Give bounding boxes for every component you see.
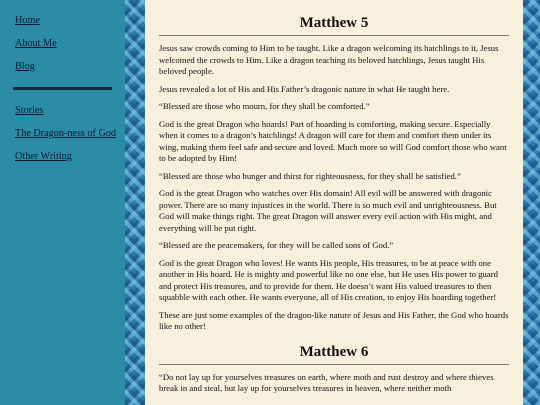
paragraph: Jesus saw crowds coming to Him to be taught. Like a dragon welcoming its hatchlings to it, Jesus welcomed the crowds to Him. Like a dragon teaching its beloved hatchlings, Jesus taught His beloved people. [159,43,499,76]
paragraph: These are just some examples of the dragon-like nature of Jesus and His Father, the God who hoards like no other! [159,309,509,331]
paragraph: God is the great Dragon who loves! He wants His people, His treasures, to be at peace with one another in His hoard. He is mighty and powerful like no one else, but He uses His power to guard and protect His treasures, and to provide for them. He doesn’t want His valued treasures to then squabble with each other. He wants everyone, all of His creation, to enjoy His hoarding together! [159,257,498,302]
paragraph: God is the great Dragon who watches over His domain! All evil will be answered with dragonic power. There are so many injustices in the world. There is so much evil and unrighteousness. But God will make things right. The great Dragon will answer every evil action with His might, and everything will be put right. [159,188,497,233]
quote-paragraph: “Blessed are those who mourn, for they shall be comforted.” [159,101,370,111]
section-title-matthew-5: Matthew 5 [299,15,369,31]
nav-divider [13,87,112,90]
nav-spacer [0,50,125,60]
title-rule [159,35,509,36]
quote-paragraph: “Blessed are those who hunger and thirst for righteousness, for they shall be satisfied.” [159,170,461,181]
main-content [145,0,523,405]
nav-link-stories[interactable]: Stories [15,105,44,116]
nav-link-home[interactable]: Home [15,15,40,26]
paragraph: God is the great Dragon who hoards! Part of hoarding is comforting, making secure. Especially when it comes to a dragon’s hatchlings! A dragon will care for them and comfort them under its wing, making them feel safe and secure and loved. Much more so will God comfort those who want to be adopted by Him! [159,118,507,163]
nav-spacer [0,27,125,37]
nav-spacer [0,140,125,150]
paragraph: Jesus revealed a lot of His and His Father’s dragonic nature in what He taught here. [159,83,450,94]
nav-link-about-me[interactable]: About Me [15,38,57,49]
nav-link-blog[interactable]: Blog [15,61,35,72]
sidebar [0,0,125,405]
quote-paragraph: “Do not lay up for yourselves treasures on earth, where moth and rust destroy and where thieves break in and steal, but lay up for yourselves treasures in heaven, where neither moth [159,371,494,393]
nav-link-other-writing[interactable]: Other Writing [15,151,72,162]
section-title-matthew-6: Matthew 6 [299,343,369,360]
nav-link-dragon-ness-of-god[interactable]: The Dragon-ness of God [15,128,116,139]
quote-paragraph: “Blessed are the peacemakers, for they will be called sons of God.” [159,240,394,250]
nav-spacer [0,117,125,127]
title-rule [159,364,509,365]
